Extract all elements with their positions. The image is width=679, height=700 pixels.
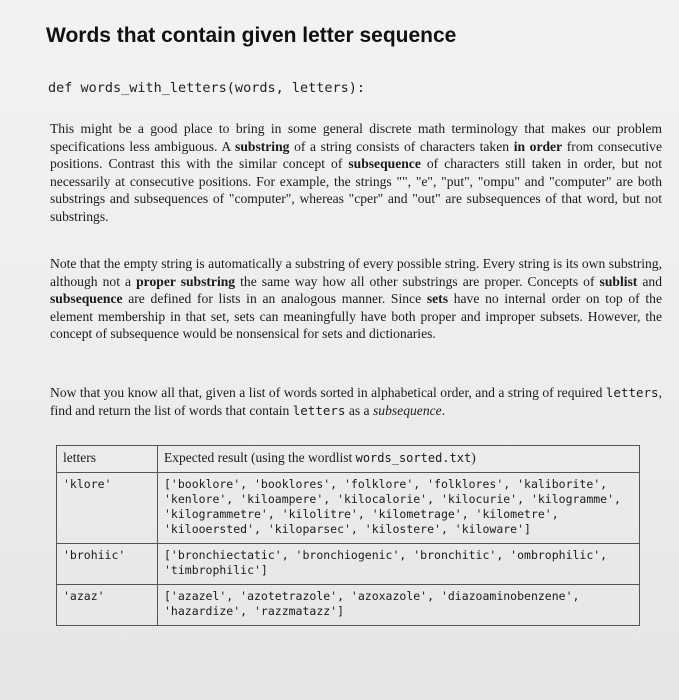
code-letters: letters [605, 385, 659, 400]
text: ) [471, 450, 476, 465]
row-result: ['bronchiectatic', 'bronchiogenic', 'bronchitic', 'ombrophilic', 'timbrophilic'] [158, 544, 640, 585]
text: Now that you know all that, given a list of words sorted in alphabetical order, and a string of required [50, 385, 606, 400]
page-title: Words that contain given letter sequence [46, 24, 457, 47]
wordlist-filename: words_sorted.txt [355, 451, 472, 465]
term-subsequence: subsequence [348, 156, 421, 171]
emphasis-subsequence: subsequence [373, 402, 442, 418]
examples-table [56, 445, 640, 626]
text: Note that the empty string is automatically a substring of every possible string. Every string is its own substring, although not a [50, 256, 662, 289]
text: and [637, 273, 663, 289]
header-expected [158, 446, 640, 473]
table-row [57, 585, 640, 626]
text: . [441, 402, 446, 418]
paragraph-proper-substring [50, 255, 662, 343]
text: are defined for lists in an analogous manner. Since [122, 291, 427, 306]
term-substring: substring [235, 138, 290, 154]
term-sets: sets [426, 291, 448, 306]
text: , find and return the list of words that contain [50, 385, 662, 418]
term-sublist: sublist [599, 273, 638, 289]
text: of a string consists of characters taken [289, 138, 514, 154]
text: from consecutive positions. Contrast this with the similar concept of [50, 138, 662, 171]
row-letters: 'klore' [57, 473, 158, 544]
row-letters: 'azaz' [57, 585, 158, 626]
text: as a [345, 402, 373, 418]
header-letters: letters [57, 446, 158, 473]
text: the same way how all other substrings are proper. Concepts of [235, 273, 600, 289]
paragraph-definitions [50, 120, 662, 225]
table-row [57, 544, 640, 585]
text: of characters still taken in order, but not necessarily at consecutive positions. For example, the strings "", "e", "put", "ompu" and "computer" are both substrings and subsequences of "computer", whereas "cper" and "out" are subsequences of that word, but not substrings. [50, 156, 662, 224]
term-subsequence: subsequence [50, 291, 123, 306]
text: This might be a good place to bring in some general discrete math terminology that makes our problem specifications less ambiguous. A [50, 121, 662, 154]
term-in-order: in order [513, 138, 563, 154]
paragraph-task [50, 384, 662, 419]
row-letters: 'brohiic' [57, 544, 158, 585]
row-result: ['booklore', 'booklores', 'folklore', 'folklores', 'kaliborite', 'kenlore', 'kiloampere', 'kilocalorie', 'kilocurie', 'kilogramme', 'kilogrammetre', 'kilolitre', 'kilometrage', 'kilometre', 'kilooersted', 'kiloparsec', 'kilostere', 'kiloware'] [158, 473, 640, 544]
function-signature: def words_with_letters(words, letters): [48, 80, 365, 96]
row-result: ['azazel', 'azotetrazole', 'azoxazole', 'diazoaminobenzene', 'hazardize', 'razzmatazz'] [158, 585, 640, 626]
text: Expected result (using the wordlist [164, 450, 356, 465]
table-row [57, 473, 640, 544]
table-header-row [57, 446, 640, 473]
term-proper-substring: proper substring [136, 273, 236, 289]
code-letters: letters [292, 402, 346, 418]
text: have no internal order on top of the element membership in that set, sets can meaningfully have both proper and improper subsets. However, the concept of subsequence would be nonsensical for sets and dictionaries. [50, 291, 663, 341]
